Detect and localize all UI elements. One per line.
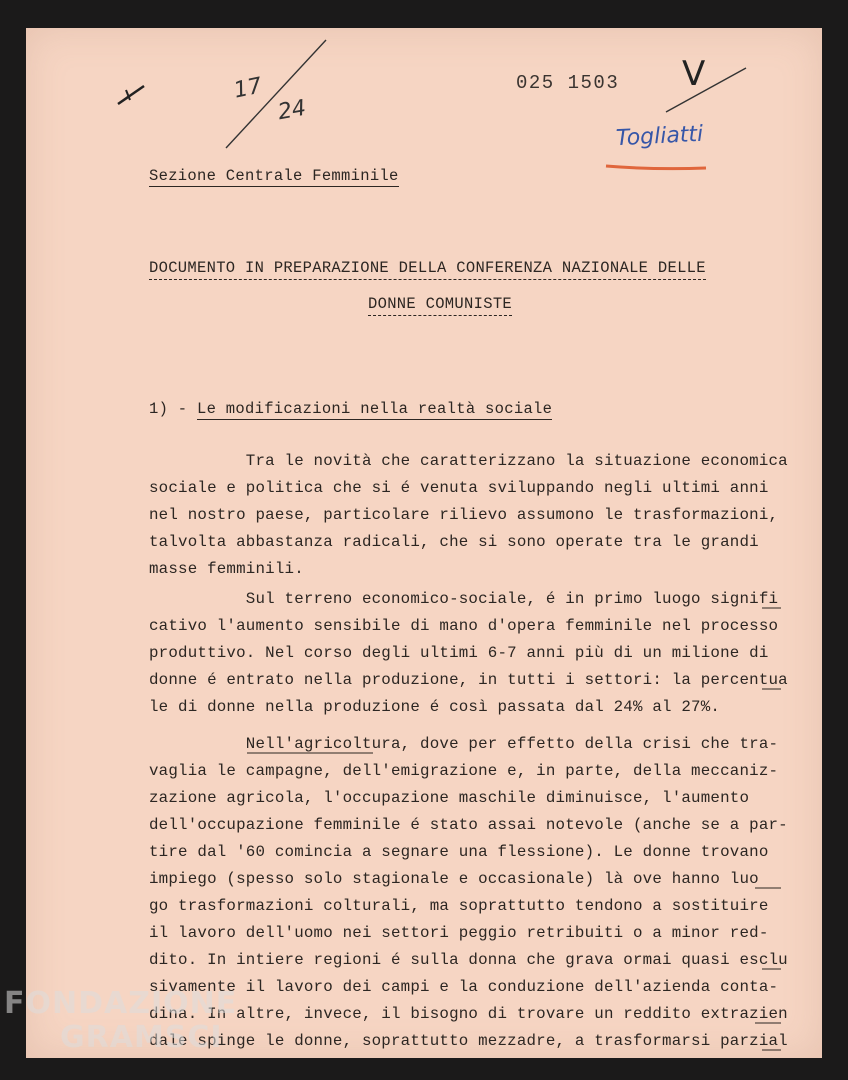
fraction-top: 17 xyxy=(231,73,265,104)
document-page xyxy=(26,28,822,1058)
document-title-line-1: DOCUMENTO IN PREPARAZIONE DELLA CONFERENZA NAZIONALE DELLE xyxy=(149,259,706,280)
body-line: sociale e politica che si é venuta sviluppando negli ultimi anni xyxy=(149,479,769,497)
body-line: impiego (spesso solo stagionale e occasionale) là ove hanno luo xyxy=(149,870,759,888)
body-line: le di donne nella produzione é così passata dal 24% al 27%. xyxy=(149,698,721,716)
body-line: Sul terreno economico-sociale, é in primo luogo signifi xyxy=(149,590,779,608)
section-heading: Le modificazioni nella realtà sociale xyxy=(197,400,553,418)
document-number: 025 1503 xyxy=(516,72,620,94)
archive-name-line-1: FONDAZIONE xyxy=(4,986,238,1021)
body-line: tire dal '60 comincia a segnare una flessione). Le donne trovano xyxy=(149,843,769,861)
body-line: cativo l'aumento sensibile di mano d'opera femminile nel processo xyxy=(149,617,779,635)
body-line: dito. In intiere regioni é sulla donna che grava ormai quasi esclu xyxy=(149,951,788,969)
body-line: Nell'agricoltura, dove per effetto della crisi che tra- xyxy=(149,735,779,753)
fraction-bottom: 24 xyxy=(276,95,308,126)
body-line: nel nostro paese, particolare rilievo assumono le trasformazioni, xyxy=(149,506,779,524)
author-annotation: Togliatti xyxy=(615,121,704,152)
body-line: dale spinge le donne, soprattutto mezzadre, a trasformarsi parzial xyxy=(149,1032,788,1050)
handwritten-marks xyxy=(26,28,822,188)
body-line: masse femminili. xyxy=(149,560,304,578)
body-line: produttivo. Nel corso degli ultimi 6-7 anni più di un milione di xyxy=(149,644,769,662)
document-title-line-2: DONNE COMUNISTE xyxy=(368,295,512,316)
body-line: donne é entrato nella produzione, in tutti i settori: la percentua xyxy=(149,671,788,689)
body-line: go trasformazioni colturali, ma soprattutto tendono a sostituire xyxy=(149,897,769,915)
section-title: Sezione Centrale Femminile xyxy=(149,167,399,185)
body-line: dell'occupazione femminile é stato assai notevole (anche se a par- xyxy=(149,816,788,834)
body-line: Tra le novità che caratterizzano la situazione economica xyxy=(149,452,788,470)
archive-watermark xyxy=(0,986,238,1066)
body-line: sivamente il lavoro dei campi e la conduzione dell'azienda conta- xyxy=(149,978,779,996)
check-mark: V xyxy=(682,54,706,94)
body-line: dina. In altre, invece, il bisogno di trovare un reddito extrazien xyxy=(149,1005,788,1023)
body-line: il lavoro dell'uomo nei settori peggio retribuiti o a minor red- xyxy=(149,924,769,942)
body-line: zazione agricola, l'occupazione maschile diminuisce, l'aumento xyxy=(149,789,750,807)
body-line: talvolta abbastanza radicali, che si sono operate tra le grandi xyxy=(149,533,759,551)
archive-name-line-2: GRAMSCI xyxy=(60,1020,223,1055)
section-number: 1) - xyxy=(149,400,188,418)
body-line: vaglia le campagne, dell'emigrazione e, in parte, della meccaniz- xyxy=(149,762,779,780)
